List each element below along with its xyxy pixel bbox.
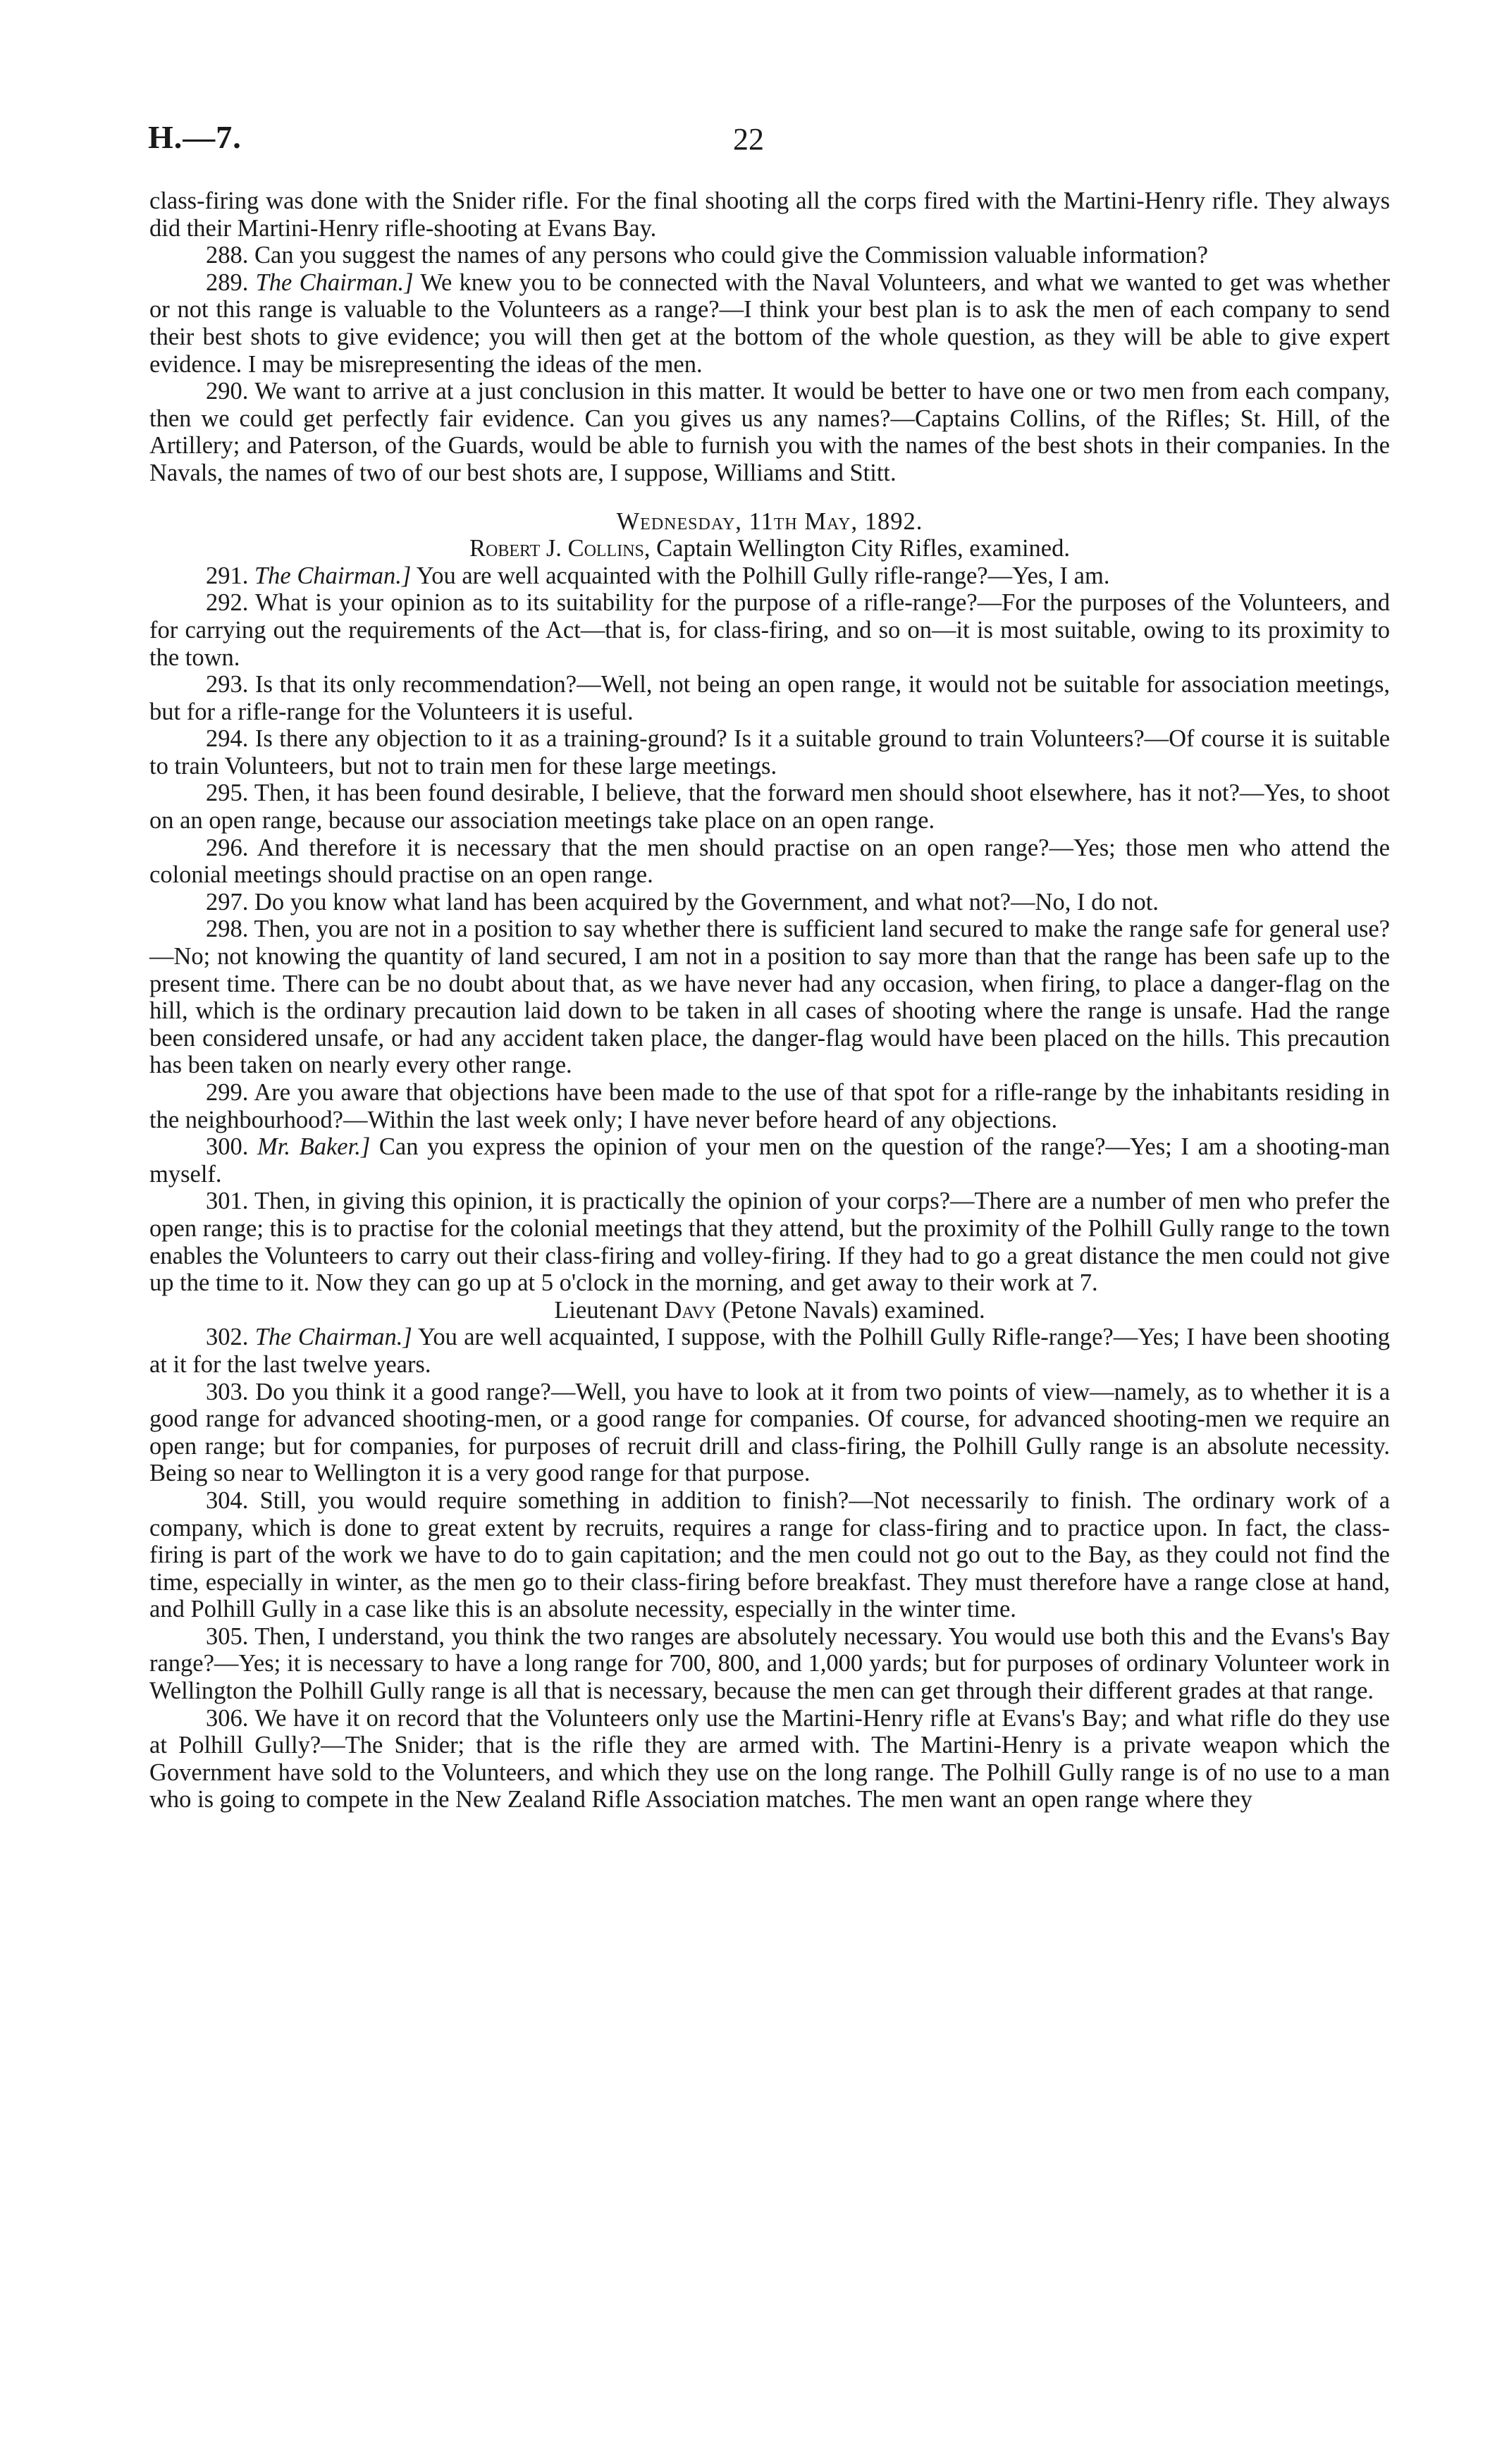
paragraph-text: Is that its only recommendation?—Well, not being an open range, it would not be suitable for association meetings, but for a rifle-range for the Volunteers it is useful. bbox=[149, 671, 1391, 725]
witness-name: Robert J. Collins bbox=[469, 535, 644, 562]
witness-name: Davy bbox=[664, 1296, 717, 1324]
evidence-paragraph bbox=[149, 1623, 1390, 1705]
witness-heading-davy bbox=[149, 1297, 1390, 1324]
question-number: 288. bbox=[206, 242, 249, 269]
speaker-lead: The Chairman.] bbox=[254, 1324, 412, 1351]
paragraph-text: Are you aware that objections have been made to the use of that spot for a rifle-range by the inhabitants residing in the neighbourhood?—Within the last week only; I have never before heard of any objections. bbox=[149, 1079, 1390, 1133]
body-text bbox=[149, 187, 1390, 1813]
question-number: 292. bbox=[206, 589, 249, 617]
evidence-paragraph bbox=[149, 562, 1390, 590]
paragraph-text: You are well acquainted, I suppose, with the Polhill Gully Rifle-range?—Yes; I have been shooting at it for the last twelve years. bbox=[149, 1324, 1390, 1378]
paragraph-text: class-firing was done with the Snider rifle. For the final shooting all the corps fired with the Martini-Henry rifle. They always did their Martini-Henry rifle-shooting at Evans Bay. bbox=[149, 187, 1390, 242]
evidence-paragraph bbox=[149, 187, 1390, 242]
evidence-paragraph bbox=[149, 889, 1390, 916]
question-number: 304. bbox=[206, 1486, 249, 1514]
paragraph-text: Do you think it a good range?—Well, you have to look at it from two points of view—namely, as to whether it is a good range for advanced shooting-men, or a good range for companies. Of course, for advanced shooting-men we require an open range; but for companies, for purposes of recruit drill and class-firing, the Polhill Gully range is an absolute necessity. Being so near to Wellington it is a very good range for that purpose. bbox=[149, 1378, 1391, 1487]
evidence-paragraph bbox=[149, 1324, 1390, 1378]
paragraph-text: We knew you to be connected with the Naval Volunteers, and what we wanted to get was whether or not this range is valuable to the Volunteers as a range?—I think your best plan is to ask the men of each company to send their best shots to give evidence; you will then get at the bottom of the whole question, as they will be able to give expert evidence. I may be misrepresenting the ideas of the men. bbox=[149, 269, 1391, 378]
witness-description: , Captain Wellington City Rifles, examined. bbox=[644, 535, 1070, 562]
paragraph-text: We want to arrive at a just conclusion in this matter. It would be better to have one or two men from each company, then we could get perfectly fair evidence. Can you gives us any names?—Captains Collins, of the Rifles; St. Hill, of the Artillery; and Paterson, of the Guards, would be able to furnish you with the names of the best shots in their companies. In the Navals, the names of two of our best shots are, I suppose, Williams and Stitt. bbox=[149, 378, 1390, 486]
witness-description: (Petone Navals) examined. bbox=[716, 1296, 985, 1324]
question-number: 297. bbox=[206, 888, 249, 916]
question-number: 305. bbox=[206, 1622, 249, 1650]
evidence-paragraph bbox=[149, 780, 1390, 834]
evidence-paragraph bbox=[149, 1133, 1390, 1188]
paragraph-text: Can you suggest the names of any persons who could give the Commission valuable information? bbox=[254, 242, 1208, 269]
evidence-paragraph bbox=[149, 1079, 1390, 1133]
evidence-paragraph bbox=[149, 378, 1390, 486]
date-heading: Wednesday, 11th May, 1892. bbox=[616, 507, 923, 535]
question-number: 299. bbox=[206, 1079, 249, 1106]
question-number: 293. bbox=[206, 671, 249, 698]
evidence-paragraph bbox=[149, 1379, 1390, 1487]
page-number: 22 bbox=[733, 122, 764, 156]
section-davy-evidence bbox=[149, 1324, 1390, 1813]
evidence-paragraph bbox=[149, 1705, 1390, 1813]
paragraph-text: We have it on record that the Volunteers only use the Martini-Henry rifle at Evans's Bay; and what rifle do they use at Polhill Gully?—The Snider; that is the rifle they are armed with. The Martini-Henry is a private weapon which the Government have sold to the Volunteers, and which they use on the long range. The Polhill Gully range is of no use to a man who is going to compete in the New Zealand Rifle Association matches. The men want an open range where they bbox=[149, 1704, 1390, 1813]
speaker-lead: Mr. Baker.] bbox=[257, 1133, 371, 1161]
question-number: 291. bbox=[206, 562, 249, 589]
document-reference: H.—7. bbox=[148, 119, 242, 155]
paragraph-text: Do you know what land has been acquired by the Government, and what not?—No, I do not. bbox=[254, 888, 1159, 916]
question-number: 296. bbox=[206, 834, 249, 861]
evidence-paragraph bbox=[149, 725, 1390, 780]
question-number: 290. bbox=[206, 378, 249, 405]
paragraph-text: Still, you would require something in addition to finish?—Not necessarily to finish. The ordinary work of a company, which is done to great extent by recruits, requires a range for class-firing and to practice upon. In fact, the class-firing is part of the work we have to do to gain capitation; and the men could not go out to the Bay, as they could not find the time, especially in winter, as the men go to their class-firing before breakfast. They must therefore have a range close at hand, and Polhill Gully in a case like this is an absolute necessity, especially in the winter time. bbox=[149, 1486, 1391, 1623]
paragraph-text: Then, you are not in a position to say whether there is sufficient land secured to make the range safe for general use?—No; not knowing the quantity of land secured, I am not in a position to say more than that the range has been safe up to the present time. There can be no doubt about that, as we have never had any occasion, when firing, to place a danger-flag on the hill, which is the ordinary precaution laid down to be taken in all cases of shooting where the range is unsafe. Had the range been considered unsafe, or had any accident taken place, the danger-flag would have been placed on the hills. This precaution has been taken on nearly every other range. bbox=[149, 916, 1390, 1079]
witness-heading-collins bbox=[149, 535, 1390, 562]
speaker-lead: The Chairman.] bbox=[254, 562, 412, 589]
evidence-paragraph bbox=[149, 1487, 1390, 1623]
question-number: 298. bbox=[206, 916, 249, 943]
question-number: 295. bbox=[206, 780, 249, 807]
paragraph-text: Then, it has been found desirable, I believe, that the forward men should shoot elsewhere, has it not?—Yes, to shoot on an open range, because our association meetings take place on an open range. bbox=[149, 780, 1390, 834]
paragraph-text: Then, I understand, you think the two ranges are absolutely necessary. You would use both this and the Evans's Bay range?—Yes; it is necessary to have a long range for 700, 800, and 1,000 yards; but for purposes of ordinary Volunteer work in Wellington the Polhill Gully range is all that is necessary, because the men can get through their different grades at that range. bbox=[149, 1622, 1390, 1705]
section-evidence-continued bbox=[149, 187, 1390, 487]
question-number: 289. bbox=[206, 269, 249, 296]
paragraph-text: You are well acquainted with the Polhill Gully rifle-range?—Yes, I am. bbox=[416, 562, 1110, 589]
evidence-paragraph bbox=[149, 1188, 1390, 1296]
paragraph-text: And therefore it is necessary that the men should practise on an open range?—Yes; those men who attend the colonial meetings should practise on an open range. bbox=[149, 834, 1390, 889]
section-collins-evidence bbox=[149, 562, 1390, 1297]
question-number: 303. bbox=[206, 1378, 249, 1405]
paragraph-text: Is there any objection to it as a training-ground? Is it a suitable ground to train Volunteers?—Of course it is suitable to train Volunteers, but not to train men for these large meetings. bbox=[149, 725, 1391, 780]
question-number: 306. bbox=[206, 1704, 249, 1732]
evidence-paragraph bbox=[149, 834, 1390, 889]
evidence-paragraph bbox=[149, 242, 1390, 269]
question-number: 301. bbox=[206, 1188, 249, 1215]
paragraph-text: What is your opinion as to its suitability for the purpose of a rifle-range?—For the purposes of the Volunteers, and for carrying out the requirements of the Act—that is, for class-firing, and so on—it is most suitable, owing to its proximity to the town. bbox=[149, 589, 1390, 671]
question-number: 300. bbox=[206, 1133, 249, 1161]
witness-rank: Lieutenant bbox=[554, 1296, 665, 1324]
paragraph-text: Can you express the opinion of your men on the question of the range?—Yes; I am a shooting-man myself. bbox=[149, 1133, 1391, 1188]
evidence-paragraph bbox=[149, 269, 1390, 378]
evidence-paragraph bbox=[149, 916, 1390, 1079]
paragraph-text: Then, in giving this opinion, it is practically the opinion of your corps?—There are a number of men who prefer the open range; this is to practise for the colonial meetings that they attend, but the proximity of the Polhill Gully range to the town enables the Volunteers to carry out their class-firing and volley-firing. If they had to go a great distance the men could not give up the time to it. Now they can go up at 5 o'clock in the morning, and get away to their work at 7. bbox=[149, 1188, 1390, 1297]
evidence-paragraph bbox=[149, 671, 1390, 725]
speaker-lead: The Chairman.] bbox=[255, 269, 414, 296]
evidence-paragraph bbox=[149, 589, 1390, 671]
question-number: 302. bbox=[206, 1324, 249, 1351]
question-number: 294. bbox=[206, 725, 249, 753]
